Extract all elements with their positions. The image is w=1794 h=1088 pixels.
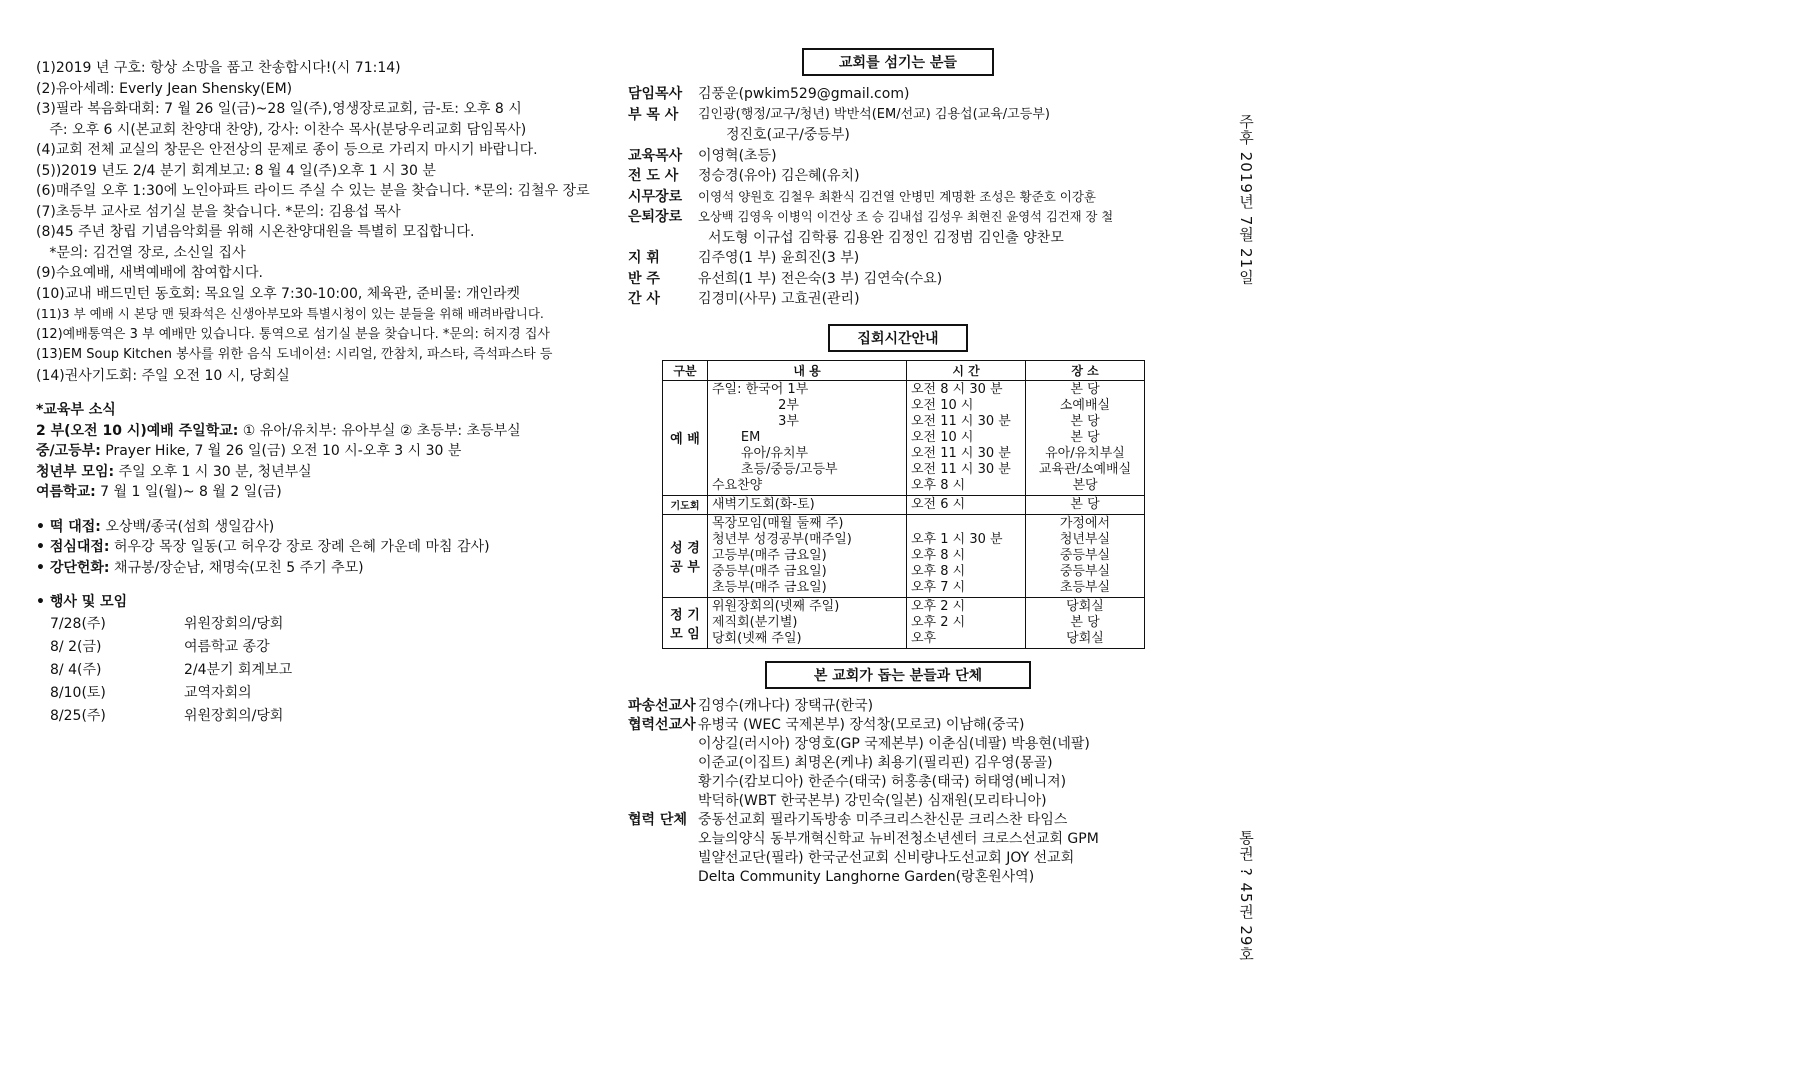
education-line: 중/고등부: Prayer Hike, 7 월 26 일(금) 오전 10 시-오후 3 시 30 분 <box>36 443 462 459</box>
staff-row: 시무장로 이영석 양원호 김철우 최환식 김건열 안병민 계명환 조성은 황준호 이강훈 <box>628 188 1097 205</box>
event-row: 8/25(주) 위원장회의/당회 <box>50 707 284 724</box>
announcement-line: (4)교회 전체 교실의 창문은 안전상의 문제로 종이 등으로 가리지 마시기 바랍니다. <box>36 142 538 158</box>
schedule-table <box>662 360 1145 649</box>
schedule-row <box>663 514 1145 597</box>
staff-row: 은퇴장로 오상백 김영욱 이병익 이건상 조 승 김내섭 김성우 최현진 윤영석 김건재 장 철 <box>628 209 1114 225</box>
time-cell: 오후 2 시 오후 2 시 오후 <box>907 597 1026 648</box>
announcement-line: (3)필라 복음화대회: 7 월 26 일(금)~28 일(주),영생장로교회, 금-토: 오후 8 시 <box>36 101 522 117</box>
content-cell: 위원장회의(넷째 주일) 제직회(분기별) 당회(넷째 주일) <box>708 597 907 648</box>
place-cell: 본 당 <box>1026 495 1145 514</box>
header-cell: 시 간 <box>907 360 1026 380</box>
announcement-line: (12)예배통역은 3 부 예배만 있습니다. 통역으로 섬기실 분을 찾습니다. *문의: 허지경 집사 <box>36 326 550 342</box>
announcement-line: (9)수요예배, 새벽예배에 참여합시다. <box>36 265 263 281</box>
staff-row: 정진호(교구/중등부) <box>726 127 850 143</box>
announcement-line: (8)45 주년 창립 기념음악회를 위해 시온찬양대원을 특별히 모집합니다. <box>36 224 475 240</box>
time-cell: 오후 1 시 30 분 오후 8 시 오후 8 시 오후 7 시 <box>907 514 1026 597</box>
staff-row: 전 도 사 정승경(유아) 김은혜(유치) <box>628 168 860 184</box>
schedule-title: 집회시간안내 <box>828 324 968 352</box>
schedule-header-row <box>663 360 1145 380</box>
announcements <box>36 58 606 386</box>
mission-row: 협력 단체 중동선교회 필라기독방송 미주크리스찬신문 크리스찬 타임스 오늘의양식 동부개혁신학교 뉴비전청소년센터 크로스선교회 GPM 빌얄선교단(필라) 한국군선교회 신비량나도선교회 JOY 선교회 Delta Community Langhorne Garden(랑혼원사역) <box>628 811 1099 885</box>
event-row: 7/28(주) 위원장회의/당회 <box>50 615 284 632</box>
events <box>36 592 606 728</box>
left-column <box>36 58 606 728</box>
schedule-row <box>663 495 1145 514</box>
announcement-line: (11)3 부 예배 시 본당 맨 뒷좌석은 신생아부모와 특별시청이 있는 분들을 위해 배려바랍니다. <box>36 306 544 321</box>
schedule-row <box>663 597 1145 648</box>
side-volume: 통권 ? 45권 29호 <box>1237 830 1255 963</box>
place-cell: 가정에서 청년부실 중등부실 중등부실 초등부실 <box>1026 514 1145 597</box>
staff-row: 반 주 유선희(1 부) 전은숙(3 부) 김연숙(수요) <box>628 270 943 287</box>
events-heading: • 행사 및 모임 <box>36 594 128 610</box>
event-row: 8/ 2(금) 여름학교 종강 <box>50 638 270 655</box>
staff-row: 부 목 사 김인광(행정/교구/청년) 박반석(EM/선교) 김용섭(교육/고등부) <box>628 106 1050 123</box>
category-cell: 성 경 공 부 <box>663 514 708 597</box>
missions-title: 본 교회가 돕는 분들과 단체 <box>765 661 1031 689</box>
event-row: 8/ 4(주) 2/4분기 회계보고 <box>50 661 293 678</box>
staff-list <box>628 84 1168 310</box>
content-cell: 목장모임(매월 둘째 주) 청년부 성경공부(매주일) 고등부(매주 금요일) 중등부(매주 금요일) 초등부(매주 금요일) <box>708 514 907 597</box>
education-line: 여름학교: 7 월 1 일(월)~ 8 월 2 일(금) <box>36 484 282 500</box>
place-cell: 본 당 소예배실 본 당 본 당 유아/유치부실 교육관/소예배실 본당 <box>1026 380 1145 495</box>
header-cell: 구분 <box>663 360 708 380</box>
offering-line: • 떡 대접: 오상백/종국(섬희 생일감사) <box>36 518 275 535</box>
category-cell: 기도회 <box>663 495 708 514</box>
staff-row: 서도형 이규섭 김학룡 김용완 김정인 김정범 김인출 양찬모 <box>708 229 1064 246</box>
content-cell: 주일: 한국어 1부 2부 3부 EM 유아/유치부 초등/중등/고등부 수요찬양 <box>708 380 907 495</box>
staff-row: 지 휘 김주영(1 부) 윤희진(3 부) <box>628 250 860 266</box>
staff-row: 교육목사 이영혁(초등) <box>628 147 777 164</box>
announcement-line: (14)권사기도회: 주일 오전 10 시, 당회실 <box>36 367 290 384</box>
announcement-line: (7)초등부 교사로 섬기실 분을 찾습니다. *문의: 김용섭 목사 <box>36 203 401 220</box>
mission-row: 협력선교사 유병국 (WEC 국제본부) 장석창(모로코) 이남해(중국) 이상길(러시아) 장영호(GP 국제본부) 이춘심(네팔) 박용현(네팔) 이준교(이집트) 최명온(케냐) 최용기(필리핀) 김우영(몽골) 황기수(캄보디아) 한준수(태국) 허홍총(태국) 허태영(베니져) 박덕하(WBT 한국본부) 강민숙(일본) 심재원(모리타니아) <box>628 716 1090 809</box>
staff-row: 간 사 김경미(사무) 고효권(관리) <box>628 291 860 307</box>
right-column <box>628 48 1168 887</box>
side-date: 주후 2019년 7월 21일 <box>1237 114 1255 286</box>
education-line: 청년부 모임: 주일 오후 1 시 30 분, 청년부실 <box>36 463 312 480</box>
category-cell: 예 배 <box>663 380 708 495</box>
announcement-line: (13)EM Soup Kitchen 봉사를 위한 음식 도네이션: 시리얼, 깐참치, 파스타, 즉석파스타 등 <box>36 347 553 362</box>
announcement-line: (10)교내 배드민턴 동호회: 목요일 오후 7:30-10:00, 체육관, 준비물: 개인라켓 <box>36 285 521 302</box>
offerings <box>36 517 606 579</box>
time-cell: 오전 6 시 <box>907 495 1026 514</box>
header-cell: 내 용 <box>708 360 907 380</box>
announcement-line: (6)매주일 오후 1:30에 노인아파트 라이드 주실 수 있는 분을 찾습니다. *문의: 김철우 장로 <box>36 183 590 199</box>
offering-line: • 강단헌화: 채규봉/장순남, 채명숙(모친 5 주기 추모) <box>36 559 364 576</box>
announcement-line: (1)2019 년 구호: 항상 소망을 품고 찬송합시다!(시 71:14) <box>36 60 401 76</box>
education-line: 2 부(오전 10 시)예배 주일학교: ① 유아/유치부: 유아부실 ② 초등부: 초등부실 <box>36 422 521 439</box>
time-cell: 오전 8 시 30 분 오전 10 시 오전 11 시 30 분 오전 10 시 오전 11 시 30 분 오전 11 시 30 분 오후 8 시 <box>907 380 1026 495</box>
missions-list <box>628 697 1168 887</box>
announcement-line: (5))2019 년도 2/4 분기 회계보고: 8 월 4 일(주)오후 1 시 30 분 <box>36 162 436 179</box>
announcement-line: *문의: 김건열 장로, 소신일 집사 <box>36 244 246 261</box>
education-news <box>36 400 606 503</box>
staff-row: 담임목사 김풍운(pwkim529@gmail.com) <box>628 86 910 102</box>
content-cell: 새벽기도회(화-토) <box>708 495 907 514</box>
header-cell: 장 소 <box>1026 360 1145 380</box>
education-heading: *교육부 소식 <box>36 402 116 418</box>
mission-row: 파송선교사 김영수(캐나다) 장택규(한국) <box>628 697 874 714</box>
event-row: 8/10(토) 교역자회의 <box>50 684 252 701</box>
schedule-row <box>663 380 1145 495</box>
offering-line: • 점심대접: 허우강 목장 일동(고 허우강 장로 장례 은혜 가운데 마침 감사) <box>36 539 490 555</box>
place-cell: 당회실 본 당 당회실 <box>1026 597 1145 648</box>
staff-title: 교회를 섬기는 분들 <box>802 48 994 76</box>
category-cell: 정 기 모 임 <box>663 597 708 648</box>
announcement-line: 주: 오후 6 시(본교회 찬양대 찬양), 강사: 이찬수 목사(분당우리교회 담임목사) <box>36 121 527 138</box>
announcement-line: (2)유아세례: Everly Jean Shensky(EM) <box>36 80 293 97</box>
